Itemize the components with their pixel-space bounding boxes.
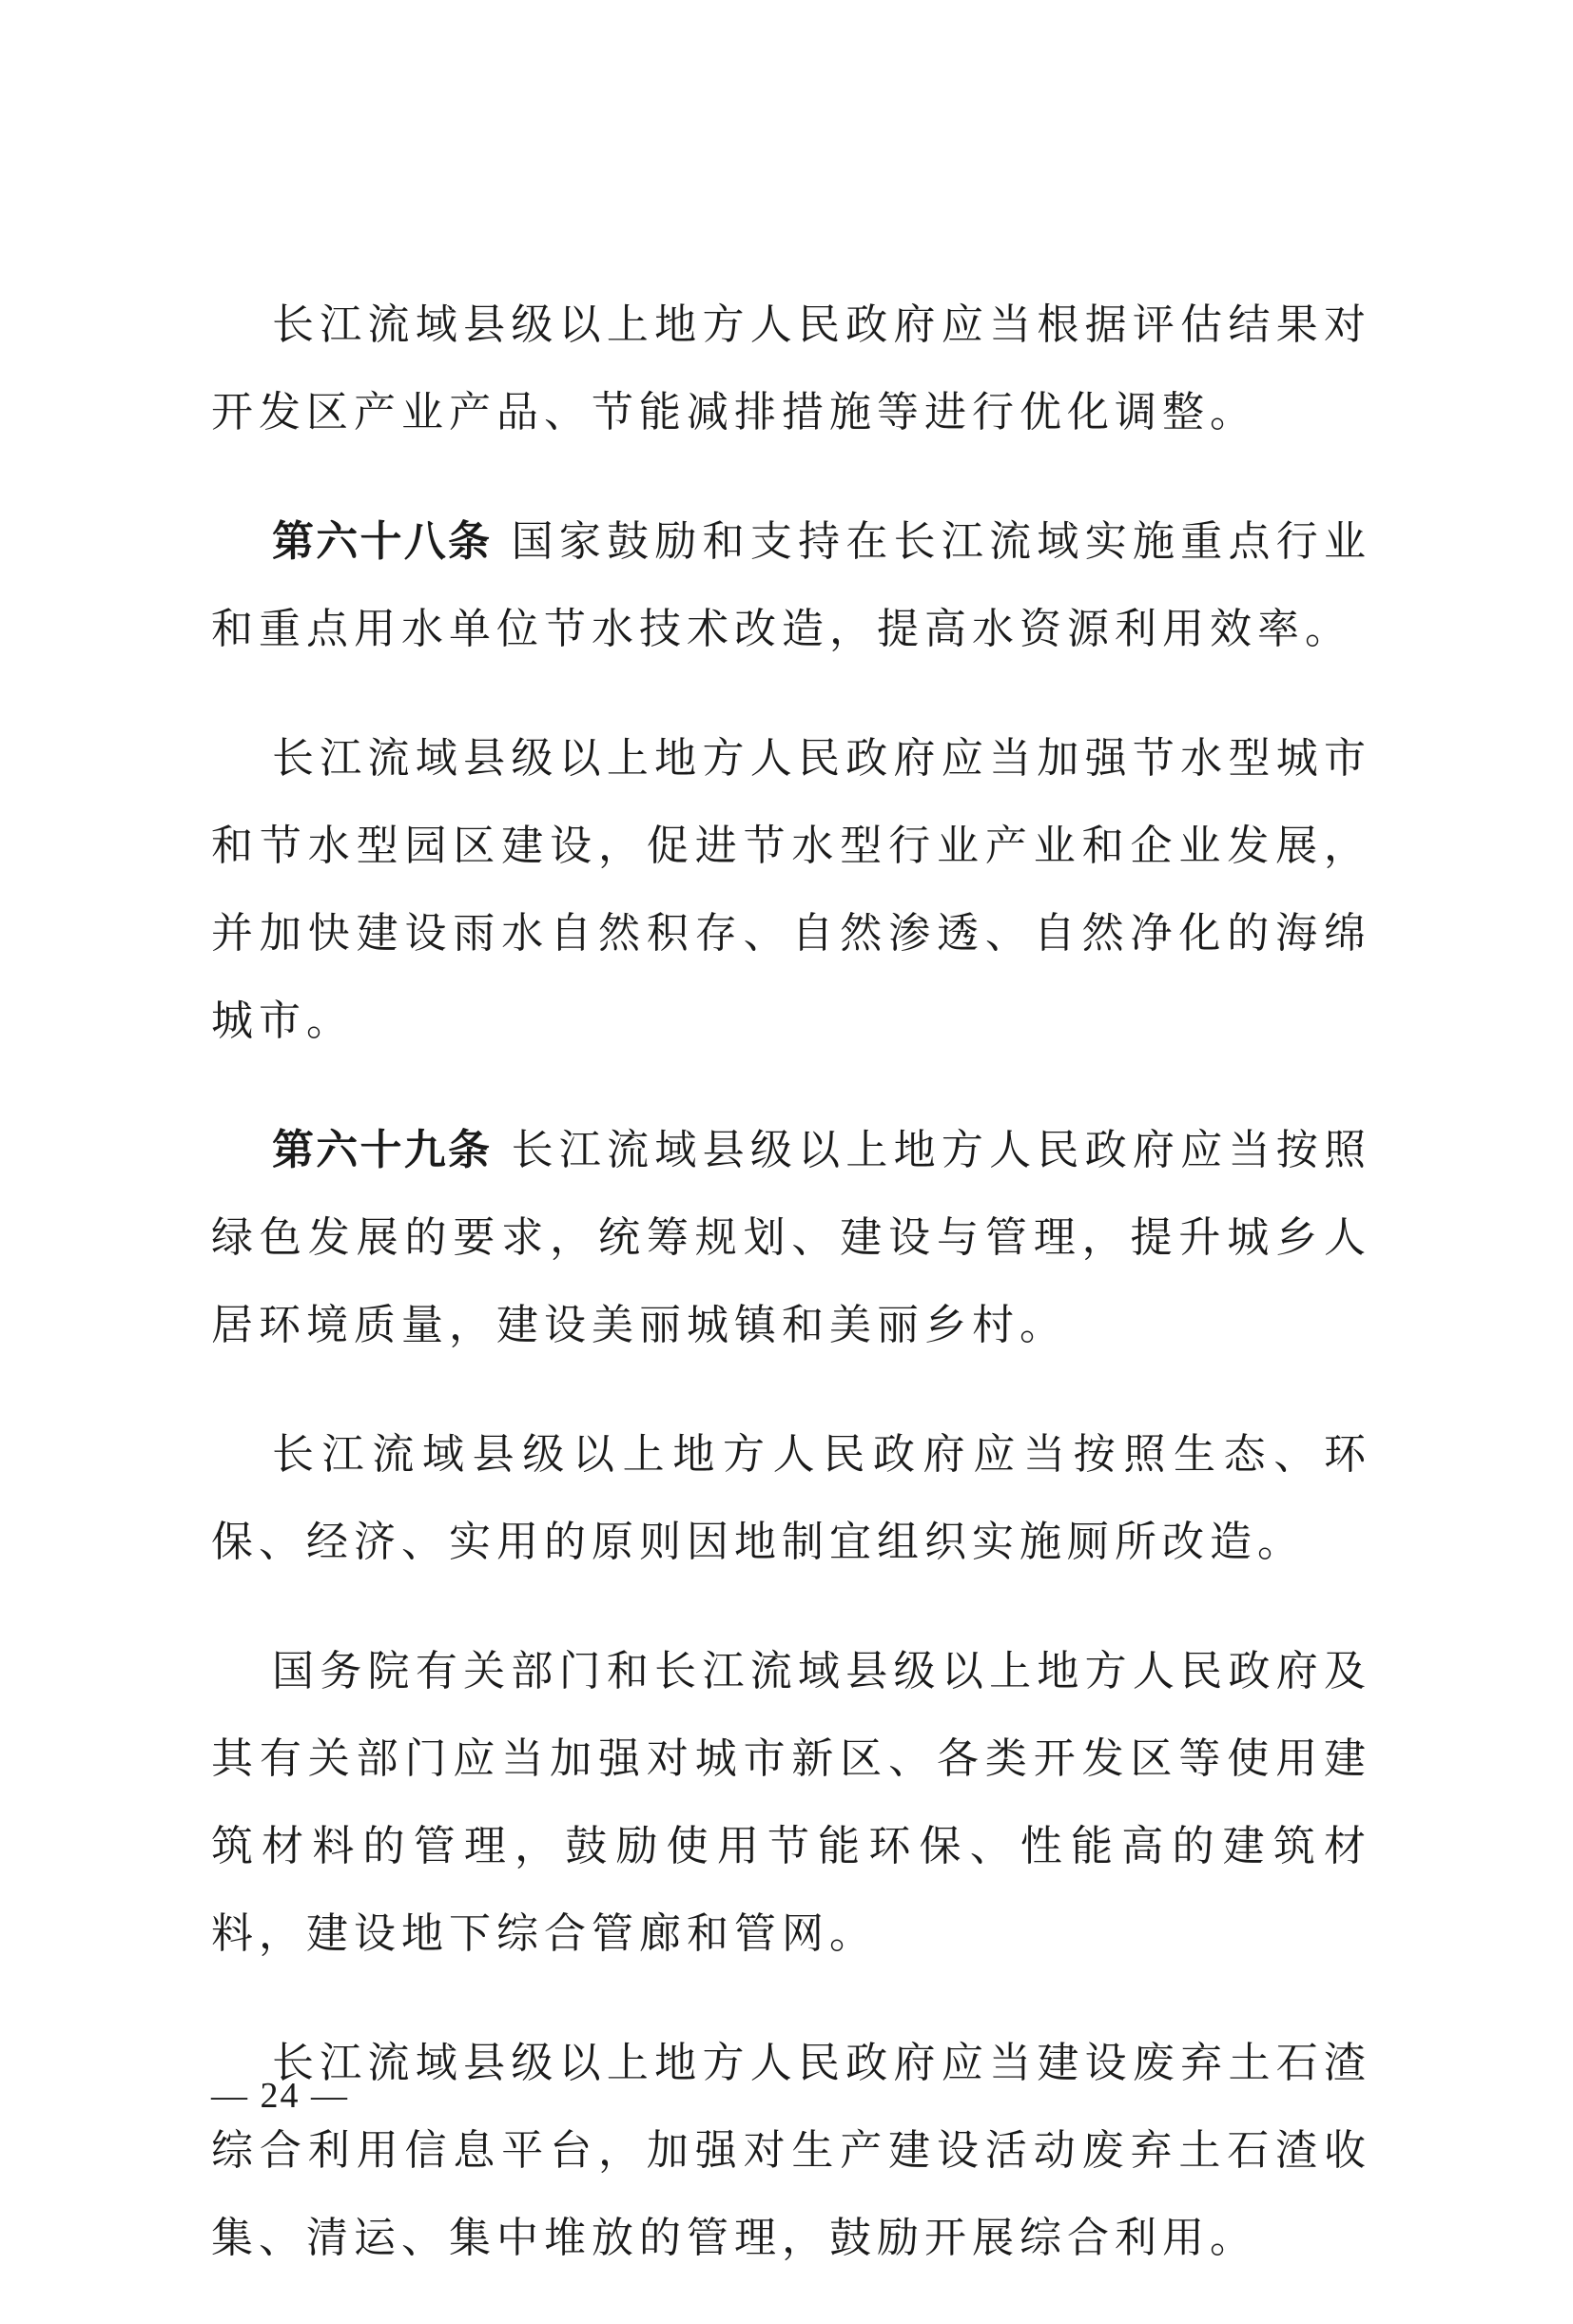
article-number: 第六十八条 <box>272 517 493 566</box>
paragraph-text: 国务院有关部门和长江流域县级以上地方人民政府及其有关部门应当加强对城市新区、各类开发区等使用建筑材料的管理，鼓励使用节能环保、性能高的建筑材料，建设地下综合管廊和管网。 <box>211 1647 1371 1958</box>
paragraph-text: 长江流域县级以上地方人民政府应当根据评估结果对开发区产业产品、节能减排措施等进行优化调整。 <box>211 300 1371 436</box>
paragraph-1 <box>211 281 1371 456</box>
paragraph-text: 长江流域县级以上地方人民政府应当加强节水型城市和节水型园区建设，促进节水型行业产业和企业发展，并加快建设雨水自然积存、自然渗透、自然净化的海绵城市。 <box>211 734 1371 1045</box>
paragraph-text: 长江流域县级以上地方人民政府应当按照生态、环保、经济、实用的原则因地制宜组织实施厕所改造。 <box>211 1430 1371 1566</box>
paragraph-6 <box>211 1628 1371 1978</box>
paragraph-5 <box>211 1411 1371 1586</box>
paragraph-7 <box>211 2020 1371 2282</box>
paragraph-4 <box>211 1107 1371 1369</box>
article-number: 第六十九条 <box>272 1126 493 1174</box>
paragraph-text: 长江流域县级以上地方人民政府应当按照绿色发展的要求，统筹规划、建设与管理，提升城乡人居环境质量，建设美丽城镇和美丽乡村。 <box>211 1126 1371 1349</box>
document-body <box>211 281 1371 2324</box>
paragraph-3 <box>211 715 1371 1065</box>
paragraph-text: 长江流域县级以上地方人民政府应当建设废弃土石渣综合利用信息平台，加强对生产建设活动废弃土石渣收集、清运、集中堆放的管理，鼓励开展综合利用。 <box>211 2039 1371 2262</box>
page-number: — 24 — <box>211 2076 349 2116</box>
paragraph-text: 国家鼓励和支持在长江流域实施重点行业和重点用水单位节水技术改造，提高水资源利用效率。 <box>211 517 1371 653</box>
paragraph-2 <box>211 498 1371 673</box>
